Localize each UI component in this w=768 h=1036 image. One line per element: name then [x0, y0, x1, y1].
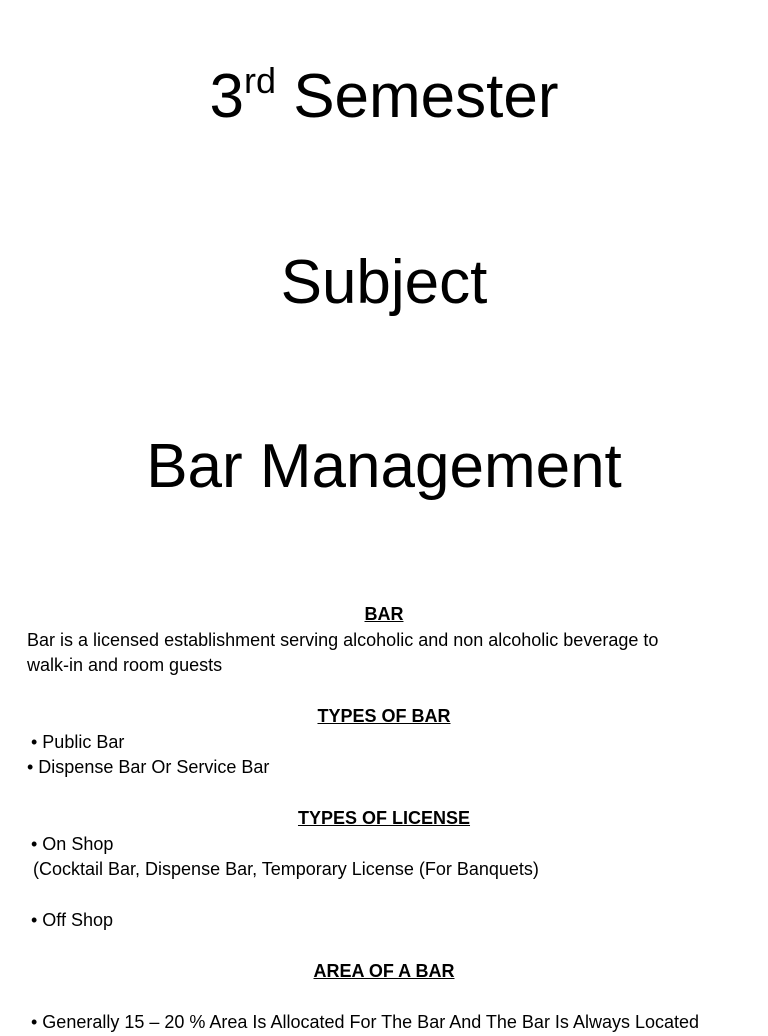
notes-body: [27, 602, 741, 1036]
bar-heading: BAR: [364, 604, 404, 624]
spacer: [27, 985, 741, 1011]
spacer: [27, 934, 741, 960]
semester-number: 3: [209, 62, 244, 131]
subject-title: Subject: [280, 248, 488, 317]
spacer: [27, 679, 741, 705]
area-of-bar-item: • Generally 15 – 20 % Area Is Allocated For The Bar And The Bar Is Always Located: [31, 1012, 700, 1032]
course-title: Bar Management: [146, 432, 622, 501]
license-item-on-shop: • On Shop: [31, 833, 114, 854]
bar-type-item-dispense: • Dispense Bar Or Service Bar: [27, 757, 270, 777]
spacer: [27, 781, 741, 807]
bar-definition-line-2: walk-in and room guests: [27, 655, 223, 675]
semester-suffix: rd: [243, 60, 276, 101]
spacer: [27, 883, 741, 909]
semester-word: Semester: [293, 62, 559, 131]
bar-definition-line-1: Bar is a licensed establishment serving alcoholic and non alcoholic beverage to: [27, 629, 659, 650]
license-item-off-shop: • Off Shop: [31, 910, 114, 930]
area-of-bar-heading: AREA OF A BAR: [313, 961, 455, 981]
bar-type-item-public: • Public Bar: [31, 731, 125, 752]
types-of-license-heading: TYPES OF LICENSE: [297, 808, 471, 828]
license-on-shop-detail: (Cocktail Bar, Dispense Bar, Temporary License (For Banquets): [33, 859, 539, 879]
types-of-bar-heading: TYPES OF BAR: [317, 706, 451, 726]
semester-title: [0, 60, 768, 131]
